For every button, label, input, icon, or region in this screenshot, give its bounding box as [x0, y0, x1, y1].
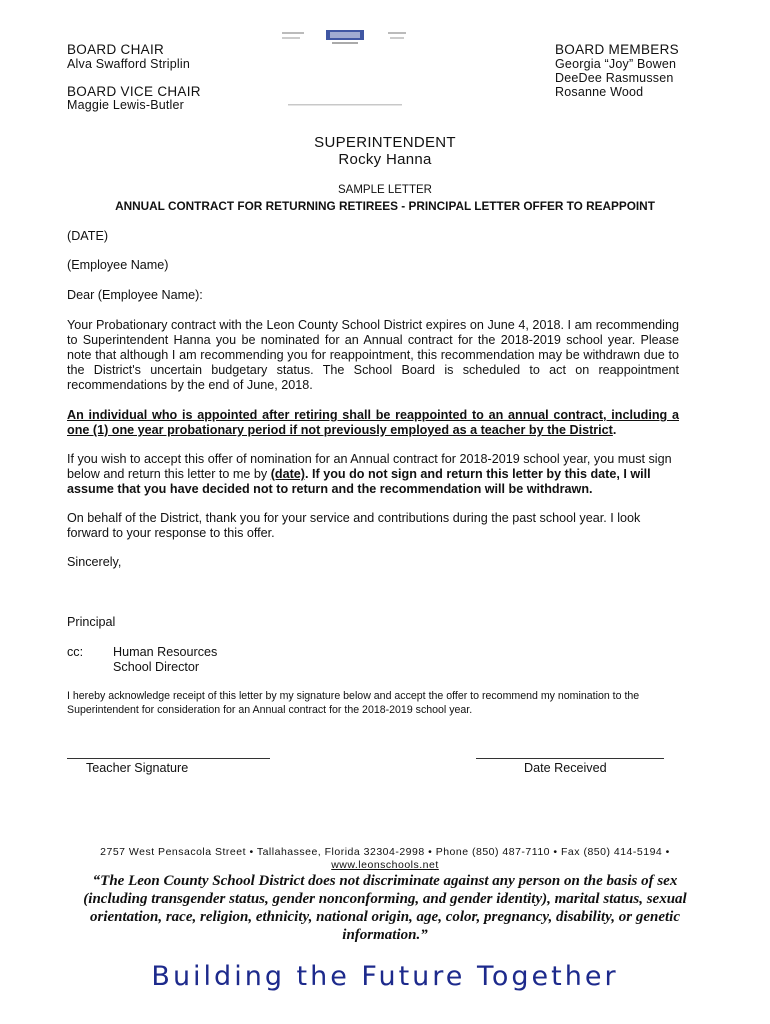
board-chair-name: Alva Swafford Striplin — [67, 57, 190, 71]
letter-heading: ANNUAL CONTRACT FOR RETURNING RETIREES - PRINCIPAL LETTER OFFER TO REAPPOINT — [115, 199, 655, 213]
superintendent-title: SUPERINTENDENT — [314, 134, 456, 151]
return-date: (date) — [270, 467, 305, 481]
cc-item-1: Human Resources — [113, 645, 218, 659]
board-chair-title: BOARD CHAIR — [67, 42, 165, 57]
date-received-line[interactable] — [476, 758, 664, 759]
salutation: Dear (Employee Name): — [67, 288, 203, 302]
footer-address: 2757 West Pensacola Street • Tallahassee, Florida 32304-2998 • Phone (850) 487-7110 • Fax (850) 414-5194 • — [100, 846, 670, 858]
paragraph-3-start: If you wish to accept this offer of nomination for an Annual contract for 2018-2019 school year, you must sign below and return this letter to me by — [67, 452, 672, 481]
website-link[interactable]: www.leonschools.net — [331, 859, 439, 871]
board-members-title: BOARD MEMBERS — [555, 42, 679, 57]
letter-date: (DATE) — [67, 229, 109, 243]
paragraph-1: Your Probationary contract with the Leon County School District expires on June 4, 2018. I am recommending to Superintendent Hanna you be nominated for an Annual contract for the 2018-2019 school year. Please note that although I am recommending you for reappointment, this recommendation may be withdrawn due to the District's uncertain budgetary status. The School Board is scheduled to act on reappointment recommendations by the end of June, 2018. — [67, 318, 679, 392]
board-vice-chair-title: BOARD VICE CHAIR — [67, 84, 201, 99]
cc-item-2: School Director — [113, 660, 200, 674]
leon-county-schools-logo — [280, 28, 410, 110]
footer-website-row — [0, 859, 770, 871]
sample-letter-label: SAMPLE LETTER — [338, 184, 432, 196]
paragraph-2 — [67, 408, 679, 438]
paragraph-2-underlined: An individual who is appointed after retiring shall be reappointed to an annual contract, including a one (1) one year probationary period if not previously employed as a teacher by the District — [67, 408, 679, 437]
superintendent-name: Rocky Hanna — [338, 151, 432, 168]
cc-label: cc: — [67, 645, 84, 659]
date-received-label: Date Received — [524, 761, 607, 775]
slogan: Building the Future Together — [151, 961, 619, 992]
closing: Sincerely, — [67, 555, 122, 569]
paragraph-2-end: . — [612, 423, 617, 437]
paragraph-3-bold: . If you do not sign and return this letter by this date, I will assume that you have decided not to return and the recommendation will be withdrawn. — [67, 467, 651, 496]
board-member-1: Georgia “Joy” Bowen — [555, 57, 677, 71]
nondiscrimination-statement: “The Leon County School District does not discriminate against any person on the basis of sex (including transgender status, gender nonconforming, and gender identity), marital status, sexual orientation, race, religion, ethnicity, national origin, age, color, pregnancy, disability, or genetic information.” — [83, 873, 687, 943]
teacher-signature-line[interactable] — [67, 758, 270, 759]
paragraph-3 — [67, 452, 681, 497]
board-vice-chair-name: Maggie Lewis-Butler — [67, 98, 185, 112]
employee-name: (Employee Name) — [67, 258, 169, 272]
acknowledgement: I hereby acknowledge receipt of this letter by my signature below and accept the offer to recommend my nomination to the Superintendent for consideration for an Annual contract for the 2018-2019 school year. — [67, 690, 640, 716]
board-member-2: DeeDee Rasmussen — [555, 71, 674, 85]
teacher-signature-label: Teacher Signature — [86, 761, 189, 775]
paragraph-4: On behalf of the District, thank you for your service and contributions during the past school year. I look forward to your response to this offer. — [67, 511, 641, 540]
board-member-3: Rosanne Wood — [555, 85, 644, 99]
signer: Principal — [67, 615, 116, 629]
